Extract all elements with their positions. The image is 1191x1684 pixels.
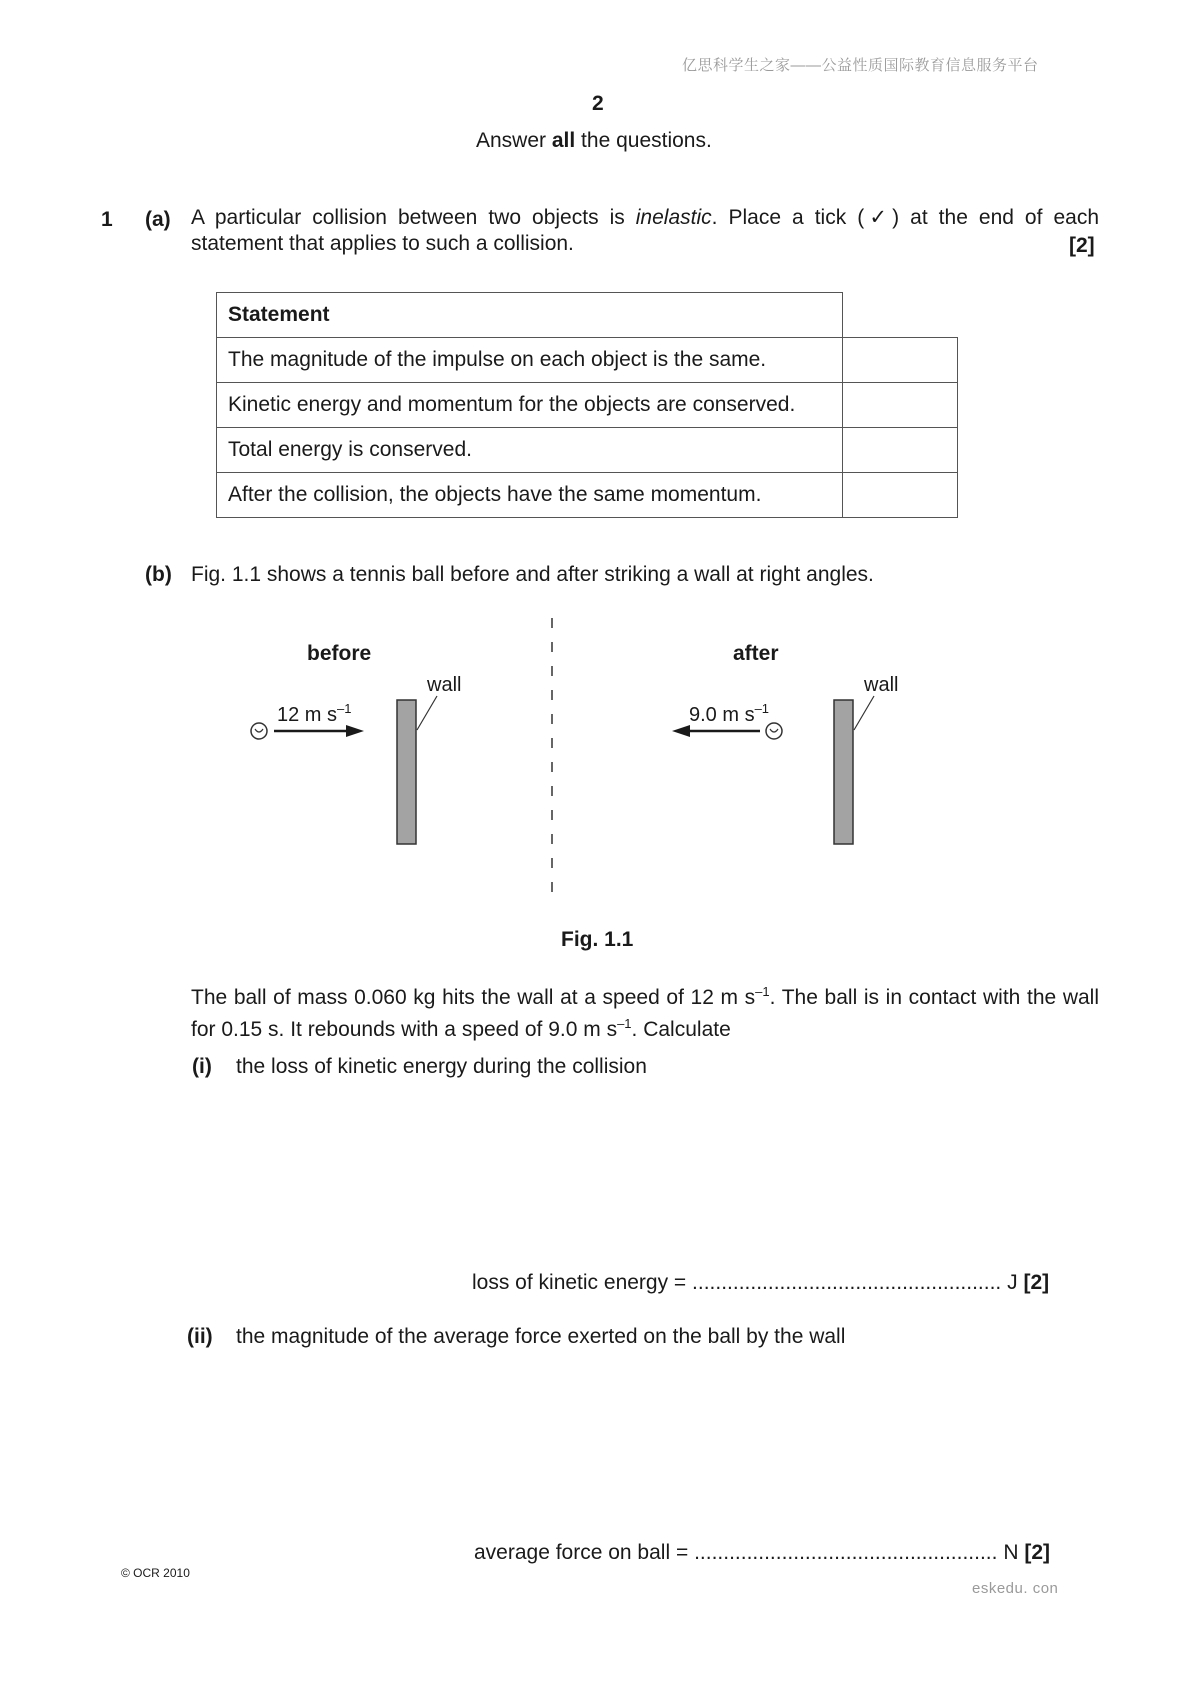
tick-box[interactable] [843, 428, 958, 473]
speed-before [277, 701, 352, 726]
ball-before [251, 723, 267, 739]
table-row [217, 338, 958, 383]
body-text-1: The ball of mass 0.060 kg hits the wall at a speed of 12 m s [191, 986, 756, 1009]
ball-before-seam [255, 729, 263, 732]
velocity-arrowhead-before [346, 725, 364, 737]
sub-i-text: the loss of kinetic energy during the collision [236, 1055, 647, 1078]
tick-box[interactable] [843, 338, 958, 383]
table-header-statement: Statement [217, 293, 843, 338]
wall-after [834, 700, 853, 844]
part-b-label: (b) [145, 563, 172, 586]
answer-i-label: loss of kinetic energy = [472, 1271, 693, 1294]
part-b-intro: Fig. 1.1 shows a tennis ball before and after striking a wall at right angles. [191, 563, 874, 586]
tick-box[interactable] [843, 473, 958, 518]
answer-ii-blank[interactable]: .................................................... [694, 1541, 998, 1564]
part-a-text [191, 205, 1099, 257]
ball-after [766, 723, 782, 739]
figure-1-1 [0, 612, 1191, 912]
table-row [217, 383, 958, 428]
body-exponent-2: –1 [617, 1016, 632, 1031]
statement-cell: The magnitude of the impulse on each object is the same. [217, 338, 843, 383]
sub-ii-label: (ii) [187, 1325, 213, 1348]
statement-table [216, 292, 958, 518]
velocity-arrowhead-after [672, 725, 690, 737]
speed-after-value: 9.0 m s [689, 704, 755, 726]
before-label: before [307, 642, 372, 665]
sub-ii-text: the magnitude of the average force exerted on the ball by the wall [236, 1325, 846, 1348]
ball-after-seam [770, 729, 778, 732]
body-text-2: . The ball is in contact with the wall for 0.15 s. It rebounds with a speed of 9.0 m s [191, 986, 1099, 1041]
answer-line-ii [474, 1541, 1050, 1565]
instruction-bold: all [551, 129, 576, 152]
part-a-label: (a) [145, 208, 171, 231]
speed-after [689, 701, 769, 726]
after-label: after [733, 642, 779, 665]
instruction [476, 129, 712, 153]
answer-ii-unit: N [1003, 1541, 1019, 1564]
answer-line-i [472, 1271, 1049, 1295]
tick-box[interactable] [843, 383, 958, 428]
part-b-body [191, 979, 1099, 1043]
answer-ii-label: average force on ball = [474, 1541, 695, 1564]
instruction-pre: Answer [476, 129, 552, 152]
watermark-bottom: eskedu. con [972, 1580, 1059, 1597]
statement-cell: Total energy is conserved. [217, 428, 843, 473]
body-text-3: . Calculate [631, 1018, 731, 1041]
instruction-post: the questions. [575, 129, 712, 152]
answer-i-unit: J [1007, 1271, 1018, 1294]
question-number: 1 [101, 208, 113, 231]
wall-after-label: wall [864, 674, 899, 696]
part-a-text-pre: A particular collision between two objects is [191, 206, 636, 229]
figure-caption: Fig. 1.1 [561, 928, 634, 951]
body-exponent-1: –1 [755, 984, 770, 999]
table-header-blank [843, 293, 958, 338]
speed-before-exponent: –1 [337, 701, 352, 716]
part-a-text-post: . Place a tick (✓) at the end of each statement that applies to such a collision. [191, 206, 1099, 255]
statement-cell: Kinetic energy and momentum for the objects are conserved. [217, 383, 843, 428]
table-row [217, 428, 958, 473]
table-row [217, 473, 958, 518]
answer-i-marks: [2] [1023, 1271, 1050, 1294]
speed-before-value: 12 m s [277, 704, 338, 726]
wall-before [397, 700, 416, 844]
table-header-row [217, 293, 958, 338]
wall-after-leader [854, 696, 874, 730]
statement-cell: After the collision, the objects have the same momentum. [217, 473, 843, 518]
part-a-text-italic: inelastic [635, 206, 712, 229]
watermark-top: 亿思科学生之家——公益性质国际教育信息服务平台 [682, 57, 1039, 74]
wall-before-leader [417, 696, 437, 730]
copyright: © OCR 2010 [121, 1566, 190, 1580]
answer-ii-marks: [2] [1024, 1541, 1050, 1564]
answer-i-blank[interactable]: ..................................................... [692, 1271, 1002, 1294]
wall-before-label: wall [427, 674, 462, 696]
speed-after-exponent: –1 [754, 701, 770, 716]
part-a-marks: [2] [1069, 234, 1095, 257]
sub-i-label: (i) [192, 1055, 212, 1078]
page-number: 2 [592, 92, 604, 115]
